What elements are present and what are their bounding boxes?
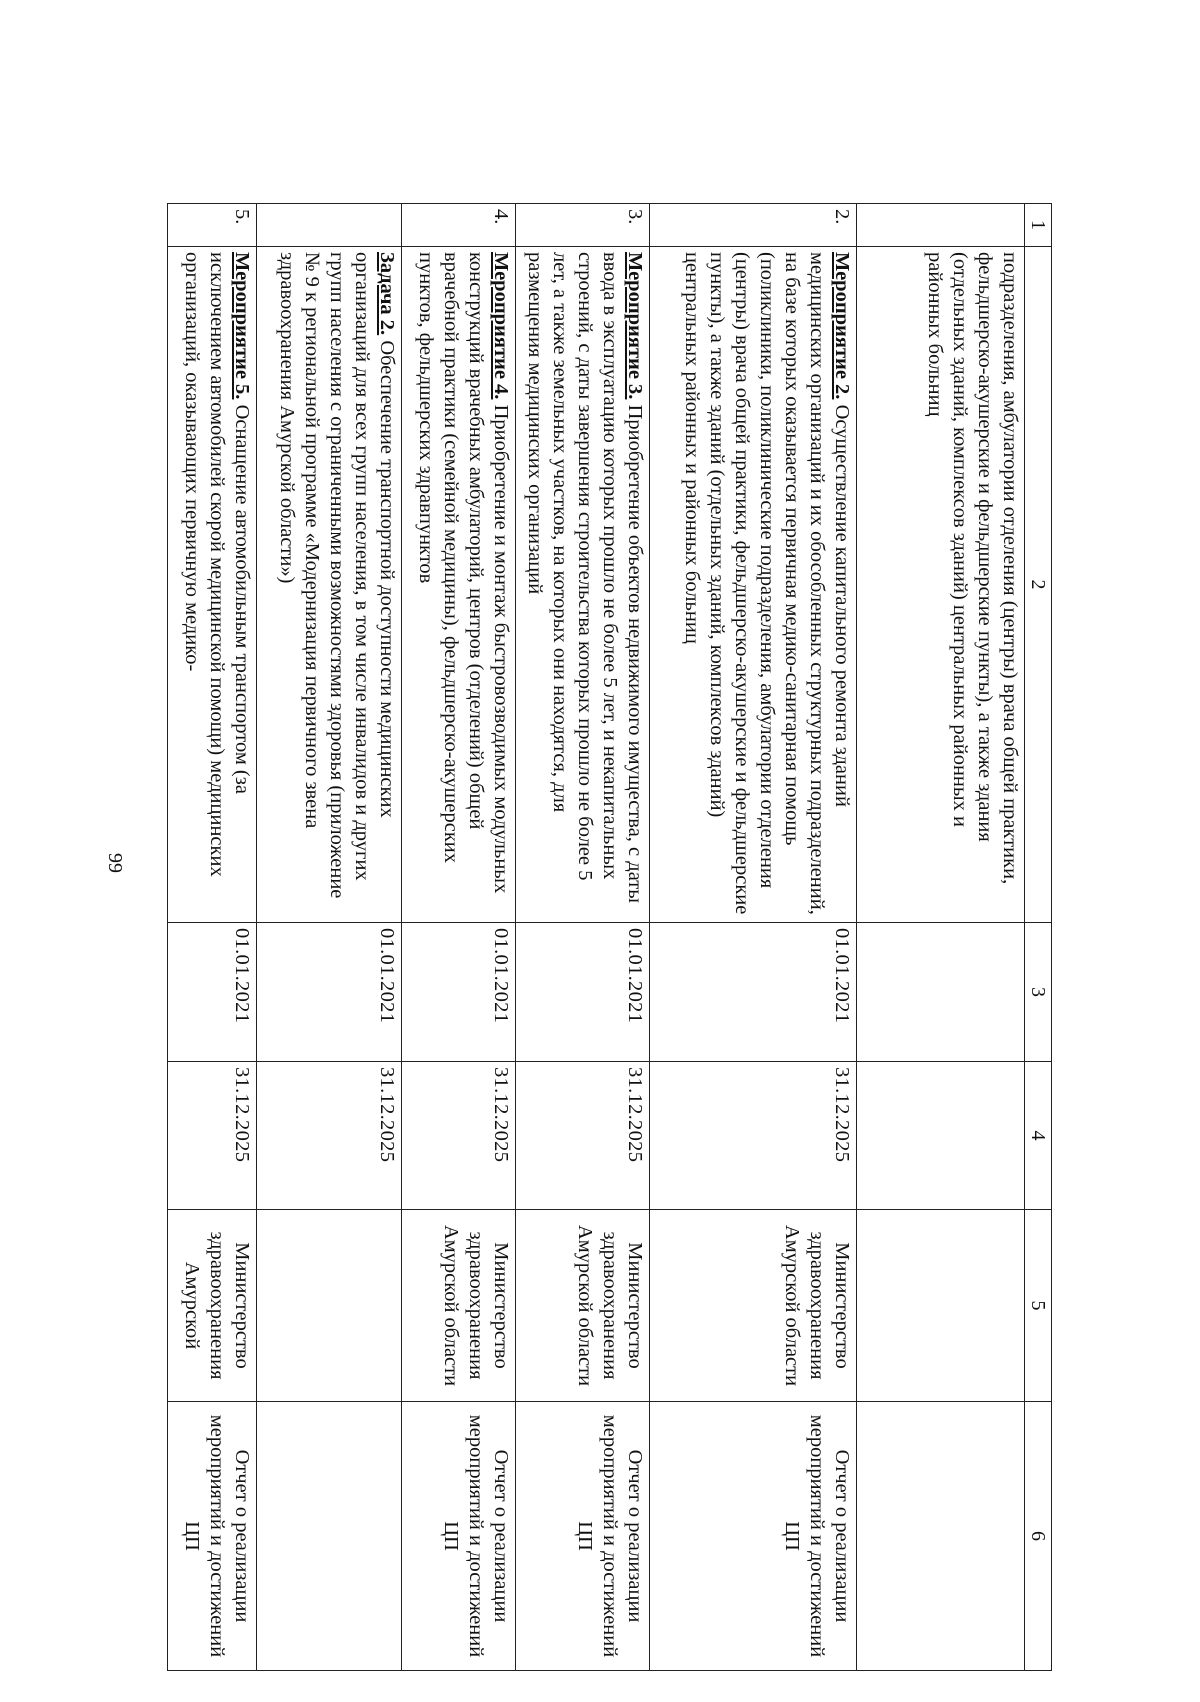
event-lead: Мероприятие 2.	[830, 251, 853, 399]
row-number	[856, 203, 1024, 246]
event-description	[167, 246, 256, 922]
event-text: Приобретение объектов недвижимого имущества, с даты ввода в эксплуатацию которых прошло не более 5 лет, и некапитальных строений, с даты завершения строительства которых прошло не более 5 лет, а также земельных участков, на которых они находятся, для размещения медицинских организаций	[523, 251, 646, 903]
event-description	[856, 246, 1024, 922]
start-date: 01.01.2021	[515, 922, 649, 1061]
table-row	[649, 203, 856, 1670]
responsible: Министерство здравоохранения Амурской области	[515, 1209, 649, 1401]
responsible	[856, 1209, 1024, 1401]
result: Отчет о реализации мероприятий и достижений ЦП	[401, 1401, 515, 1670]
responsible: Министерство здравоохранения Амурской области	[649, 1209, 856, 1401]
task-lead: Задача 2.	[375, 251, 398, 335]
table-row	[515, 203, 649, 1670]
header-cell: 4	[1024, 1061, 1051, 1209]
page-number: 99	[104, 853, 126, 873]
rotated-table-container	[147, 203, 1052, 1670]
end-date: 31.12.2025	[256, 1061, 401, 1209]
end-date: 31.12.2025	[167, 1061, 256, 1209]
header-cell: 5	[1024, 1209, 1051, 1401]
start-date: 01.01.2021	[167, 922, 256, 1061]
end-date	[856, 1061, 1024, 1209]
result: Отчет о реализации мероприятий и достижений ЦП	[515, 1401, 649, 1670]
start-date: 01.01.2021	[401, 922, 515, 1061]
result: Отчет о реализации мероприятий и достижений ЦП	[649, 1401, 856, 1670]
header-cell: 3	[1024, 922, 1051, 1061]
table-header-row	[1024, 203, 1051, 1670]
task-description	[256, 246, 401, 922]
end-date: 31.12.2025	[515, 1061, 649, 1209]
header-cell: 6	[1024, 1401, 1051, 1670]
start-date: 01.01.2021	[256, 922, 401, 1061]
task-text: Обеспечение транспортной доступности медицинских организаций для всех групп населения, в том числе инвалидов и других групп населения с ограниченными возможностями здоровья (приложение № 9 к региональной программе «Модернизация первичного звена здравоохранения Амурской области»)	[275, 251, 398, 898]
responsible: Министерство здравоохранения Амурской области	[401, 1209, 515, 1401]
event-lead: Мероприятие 4.	[489, 251, 512, 399]
table-row	[401, 203, 515, 1670]
start-date: 01.01.2021	[649, 922, 856, 1061]
row-number: 2.	[649, 203, 856, 246]
result: Отчет о реализации мероприятий и достижений ЦП	[167, 1401, 256, 1670]
event-text: Осуществление капитального ремонта зданий медицинских организаций и их обособленных структурных подразделений, на базе которых оказывается первичная медико-санитарная помощь (поликлиники, поликлинические подразделения, амбулатории отделения (центры) врача общей практики, фельдшерско-акушерские и фельдшерские пункты), а также зданий (отдельных зданий, комплексов зданий) центральных районных и районных больниц	[680, 251, 853, 915]
event-lead: Мероприятие 5.	[230, 251, 253, 399]
start-date	[856, 922, 1024, 1061]
result	[856, 1401, 1024, 1670]
event-text: Оснащение автомобильным транспортом (за исключением автомобилей скорой медицинской помощи) медицинских организаций, оказывающих первичную медико-	[180, 251, 253, 877]
event-lead: Мероприятие 3.	[623, 251, 646, 399]
header-cell: 1	[1024, 203, 1051, 246]
end-date: 31.12.2025	[649, 1061, 856, 1209]
row-number	[256, 203, 401, 246]
event-text: Приобретение и монтаж быстровозводимых модульных конструкций врачебных амбулаторий, центров (отделений) общей врачебной практики (семейной медицины), фельдшерско-акушерских пунктов, фельдшерских здравпунктов	[414, 251, 512, 893]
event-description	[649, 246, 856, 922]
responsible	[256, 1209, 401, 1401]
end-date: 31.12.2025	[401, 1061, 515, 1209]
row-number: 3.	[515, 203, 649, 246]
event-description	[515, 246, 649, 922]
table-row	[856, 203, 1024, 1670]
row-number: 4.	[401, 203, 515, 246]
result	[256, 1401, 401, 1670]
row-number: 5.	[167, 203, 256, 246]
table-row	[256, 203, 401, 1670]
responsible: Министерство здравоохранения Амурской	[167, 1209, 256, 1401]
table-row	[167, 203, 256, 1670]
event-text: подразделения, амбулатории отделения (центры) врача общей практики, фельдшерско-акушерские и фельдшерские пункты), а также здания (отдельных зданий, комплексов зданий) центральных районных и районных больниц	[923, 251, 1021, 884]
header-cell: 2	[1024, 246, 1051, 922]
event-description	[401, 246, 515, 922]
events-table	[167, 203, 1052, 1671]
